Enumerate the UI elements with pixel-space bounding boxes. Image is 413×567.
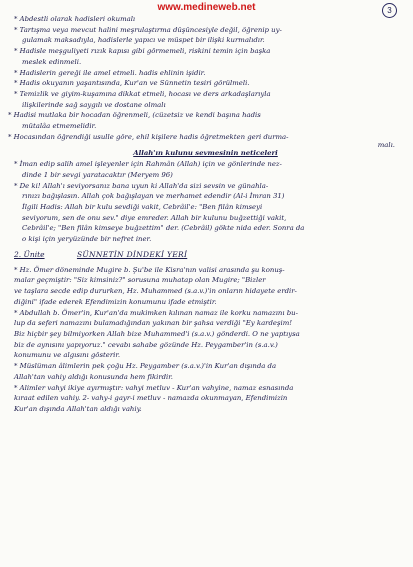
text-line: * Abdestli olarak hadisleri okumalı xyxy=(14,15,136,23)
text-line: Biz hiçbir şey bilmiyorken Allah bize Muhammed'i (s.a.v.) gönderdi. O ne yaptıysa xyxy=(14,329,300,338)
text-line: kıraat edilen vahiy. 2- vahy-i gayr-i metluv - namazda okunmayan, Efendimizin xyxy=(14,394,288,403)
text-line: dinde 1 bir sevgi yaratacaktır (Meryem 96) xyxy=(22,170,173,179)
text-line: malı. xyxy=(377,142,395,149)
section-title: Allah'ın kulunu sevmesinin neticeleri xyxy=(133,149,278,158)
text-line: konumunu ve algısını gösterir. xyxy=(14,351,121,360)
text-line: * Tartışma veya mevcut halini meşrulaştırma düşüncesiyle değil, öğrenip uy- xyxy=(14,25,282,34)
text-line: * Hadisi mutlaka bir hocadan öğrenmeli, (cüzetsiz ve kendi başına hadis xyxy=(8,111,261,120)
text-line: Kur'an dışında Allah'tan aldığı vahiy. xyxy=(14,404,142,413)
text-line: diğini" ifade ederek Efendimizin konumunu ifade etmiştir. xyxy=(14,297,217,306)
text-line: rınızı bağışlasın. Allah çok bağışlayan ve merhamet edendir (Al-i İmran 31) xyxy=(22,192,285,201)
unit-heading xyxy=(8,249,403,261)
text-line: * Müslüman âlimlerin pek çoğu Hz. Peygamber (s.a.v.)'in Kur'an dışında da xyxy=(14,362,277,371)
text-line: gulamak maksadıyla, hadislerle yapıcı ve müspet bir ilişki kurmalıdır. xyxy=(22,36,265,45)
text-line: Allah'tan vahiy aldığı konusunda hem fikirdir. xyxy=(14,372,173,381)
text-line: Cebrâil'e; "Ben filân kimseye buğzettim" der. (Cebrâil) gökte nida eder. Sonra da xyxy=(22,224,305,233)
text-line: * De ki! Allah'ı seviyorsanız bana uyun ki Allah'da sizi sevsin ve günahla- xyxy=(14,181,269,190)
text-line: * Hadislerin gereği ile amel etmeli. hadis ehlinin işidir. xyxy=(14,68,206,77)
page-content xyxy=(8,14,403,415)
text-line: ilişkilerinde sağ saygılı ve dostane olmalı xyxy=(22,100,166,109)
text-line: * Temizlik ve giyim-kuşamına dikkat etmeli, hocası ve ders arkadaşlarıyla xyxy=(14,89,271,98)
text-line: mütalâa etmemelidir. xyxy=(22,122,97,131)
page-number: 3 xyxy=(382,3,397,18)
text-line: * Alimler vahyi ikiye ayırmıştır: vahyi metluv - Kur'an vahyine, namaz esnasında xyxy=(14,383,294,392)
unit-title: SÜNNETİN DİNDEKİ YERİ xyxy=(76,249,188,259)
unit-number: 2. Ünite xyxy=(14,249,45,259)
text-line: biz de aynısını yapıyoruz." cevabı sahabe gözünde Hz. Peygamber'in (s.a.v.) xyxy=(14,340,278,349)
text-line: malar geçmiştir: "Siz kimsiniz?" sorusuna muhatap olan Mugire; "Bizler xyxy=(14,276,266,285)
text-line: * Abdullah b. Ömer'in, Kur'an'da mukimken kılınan namaz ile korku namazını bu- xyxy=(14,308,298,317)
text-line: ve taşlara secde edip dururken, Hz. Muhammed (s.a.v.)'in onların hidayete erdir- xyxy=(14,287,297,296)
site-url: www.medineweb.net xyxy=(157,2,256,13)
text-line: meslek edinmeli. xyxy=(22,57,82,66)
related-hadith-line: İlgili Hadis: Allah bir kulu sevdiği vakit, Cebrâil'e: "Ben filân kimseyi xyxy=(22,202,263,211)
text-line: * İman edip salih amel işleyenler için Rahmân (Allah) için ve gönlerinde nez- xyxy=(14,160,282,169)
text-line: seviyorum, sen de onu sev." diye emreder. Allah bir kulunu buğzettiği vakit, xyxy=(22,213,287,222)
text-line: * Hocasından öğrendiği usulle göre, ehil kişilere hadis öğretmekten geri durma- xyxy=(8,132,289,141)
text-line: * Hadisle meşguliyeti rızık kapısı gibi görmemeli, riskini temin için başka xyxy=(14,47,271,56)
text-line: lup da seferi namazını bulamadığından yakınan bir şahsa verdiği "Ey kardeşim! xyxy=(14,319,293,328)
text-line: * Hadis okuyanın yaşantısında, Kur'an ve Sünnetin tesiri görülmeli. xyxy=(14,79,250,88)
text-line: o kişi için yeryüzünde bir nefret iner. xyxy=(22,235,152,244)
text-line: * Hz. Ömer döneminde Mugire b. Şu'be ile Kisra'nın valisi arasında şu konuş- xyxy=(14,265,285,274)
